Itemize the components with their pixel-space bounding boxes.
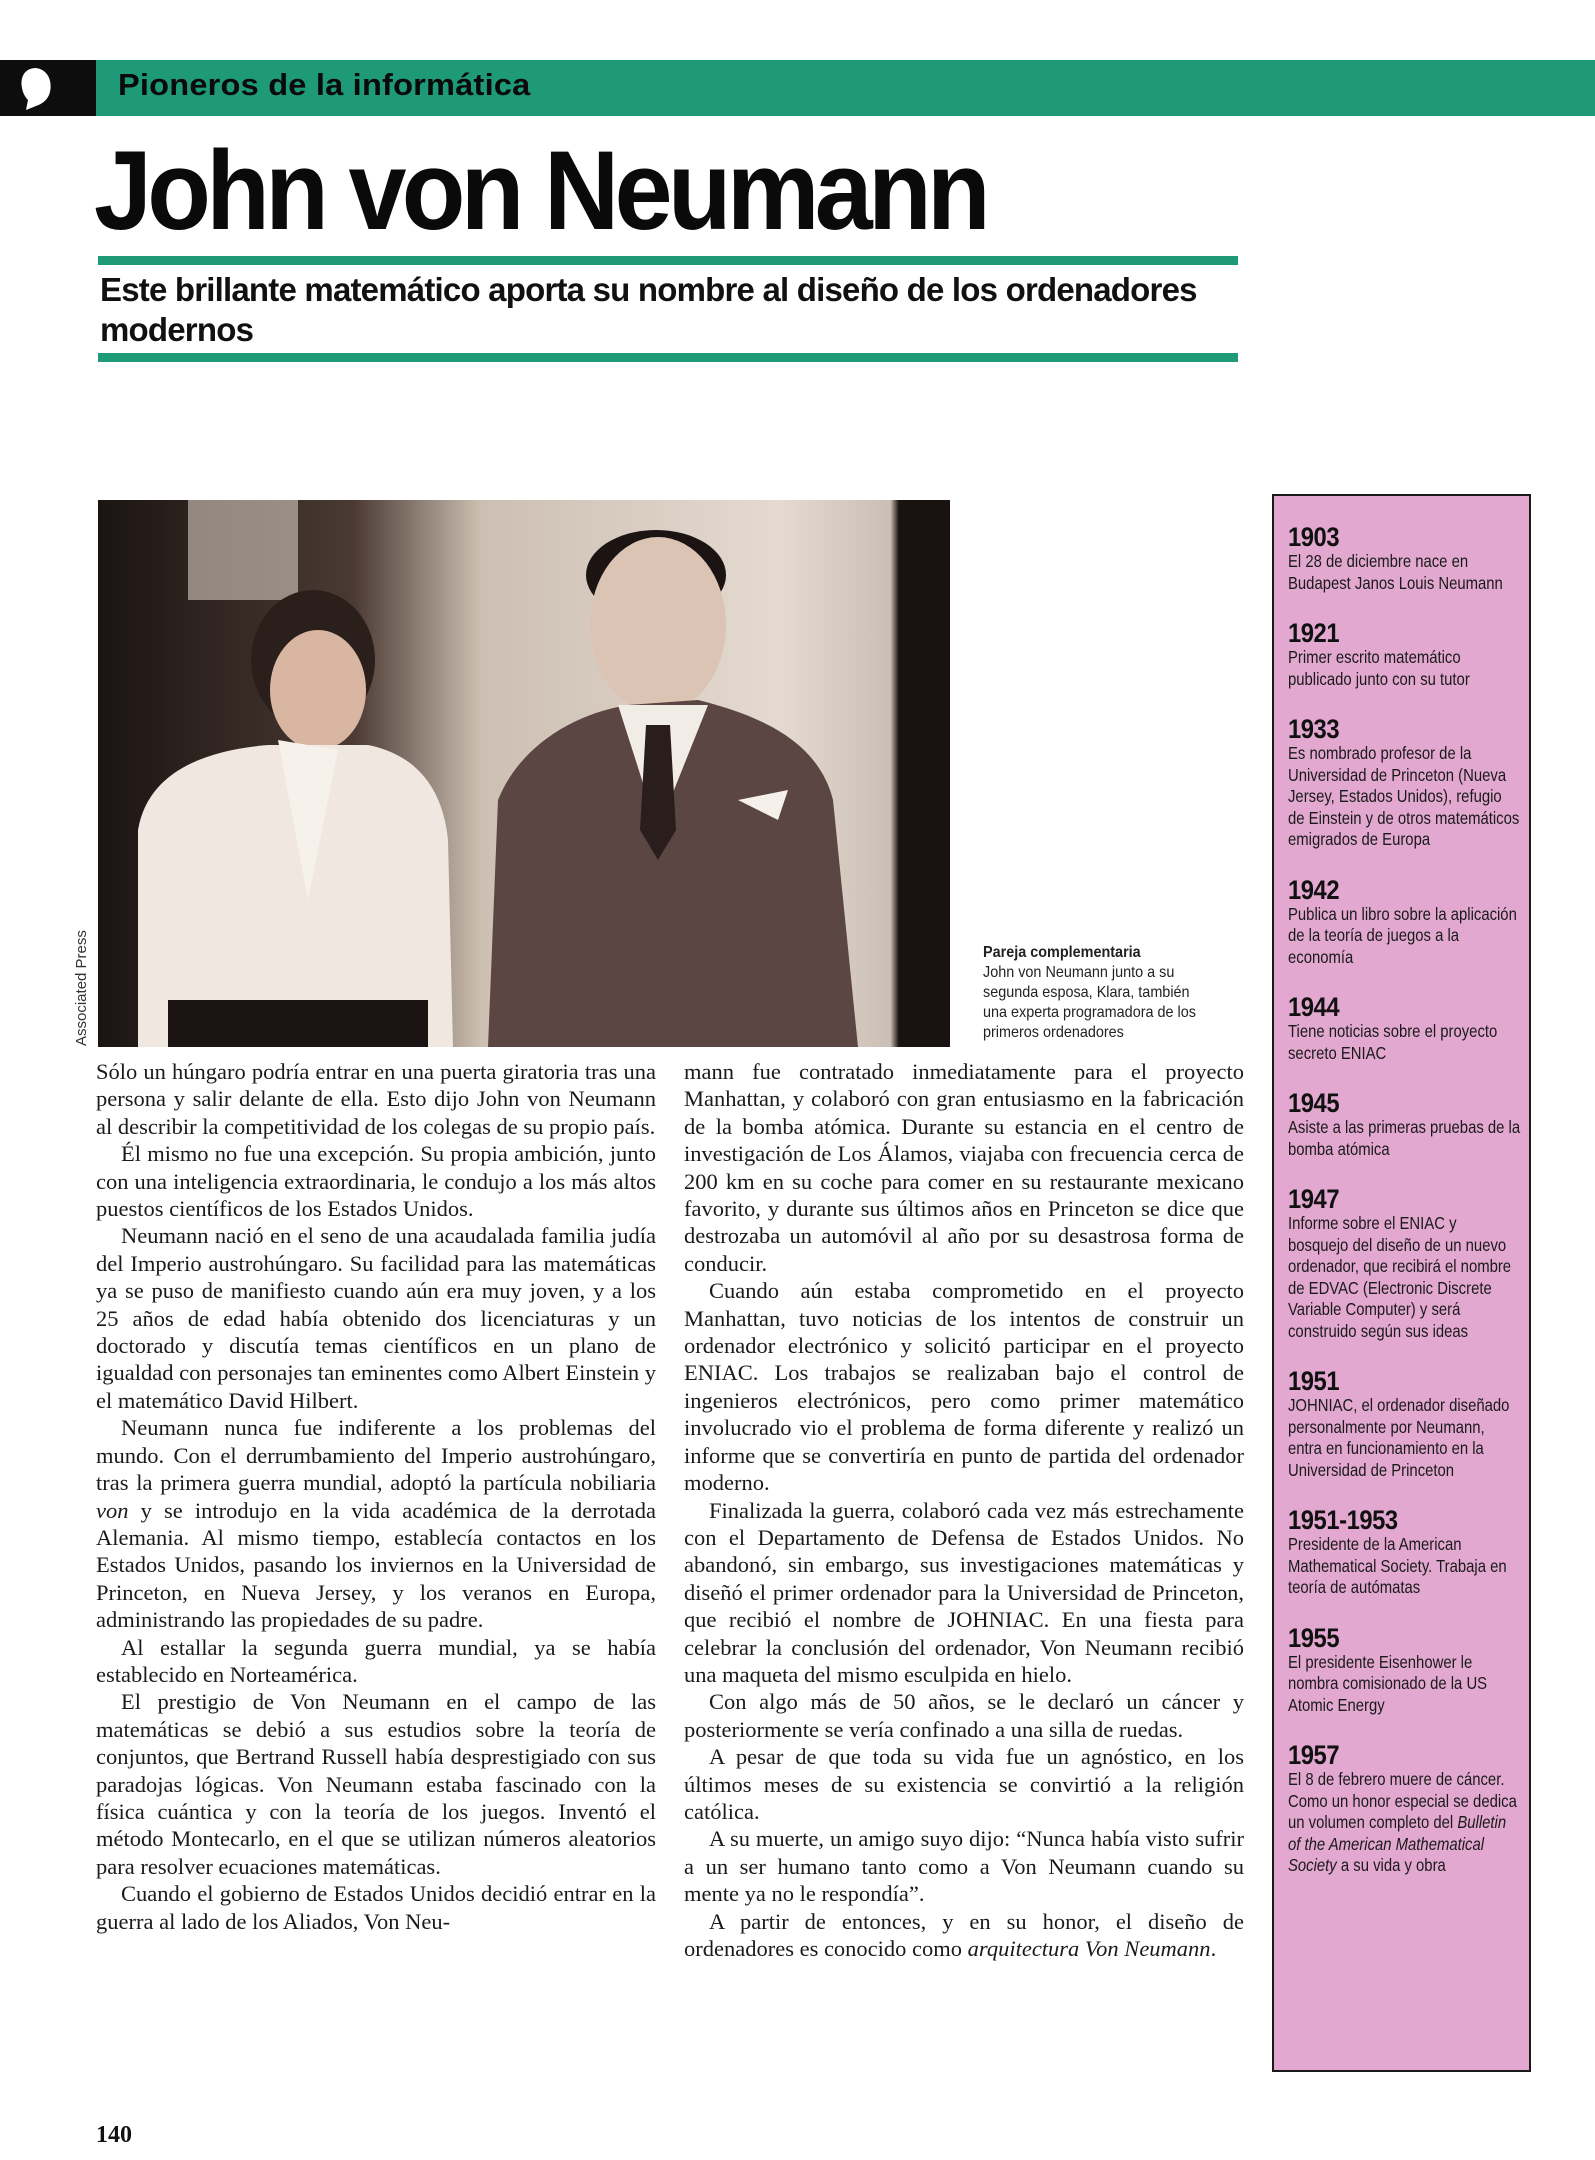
- timeline-text: Informe sobre el ENIAC y bosquejo del diseño de un nuevo ordenador, que recibirá el nombre de EDVAC (Electronic Discrete Variable Computer) y será construido según sus ideas: [1288, 1213, 1512, 1341]
- timeline-sidebar: [1272, 494, 1531, 2072]
- article-subtitle: Este brillante matemático aporta su nombre al diseño de los ordenadores modernos: [100, 271, 1197, 348]
- timeline-year: 1921: [1288, 618, 1340, 648]
- timeline-text: El 28 de diciembre nace en Budapest Janos Louis Neumann: [1288, 551, 1503, 593]
- timeline-year: 1951-1953: [1288, 1505, 1398, 1535]
- timeline-year: 1947: [1288, 1184, 1340, 1214]
- photo-credit: Associated Press: [73, 930, 90, 1046]
- timeline-year: 1957: [1288, 1740, 1340, 1770]
- timeline-text: Es nombrado profesor de la Universidad de Princeton (Nueva Jersey, Estados Unidos), refugio de Einstein y de otros matemáticos emigrados de Europa: [1288, 743, 1520, 849]
- timeline-item: [1288, 1622, 1515, 1717]
- timeline-year: 1942: [1288, 874, 1340, 905]
- paragraph: Cuando aún estaba comprometido en el proyecto Manhattan, tuvo noticias de los intentos de construir un ordenador electrónico y solicitó participar en el proyecto ENIAC. Los trabajos se realizaban bajo el control de ingenieros electrónicos, pero como primer matemático involucrado vio el problema de forma diferente y realizó un informe que se convertiría en punto de partida del ordenador moderno.: [684, 1278, 1244, 1496]
- timeline-text: Publica un libro sobre la aplicación de la teoría de juegos a la economía: [1288, 903, 1517, 967]
- timeline-text: Asiste a las primeras pruebas de la bomba atómica: [1288, 1117, 1521, 1159]
- head-profile-icon: [14, 66, 58, 112]
- timeline-item: [1288, 620, 1515, 690]
- journal-title: Bulletin of the American Mathematical Society: [1288, 1812, 1507, 1875]
- paragraph: Con algo más de 50 años, se le declaró un cáncer y posteriormente se vería confinado a una silla de ruedas.: [684, 1689, 1244, 1742]
- paragraph: Él mismo no fue una excepción. Su propia ambición, junto con una inteligencia extraordinaria, le condujo a los más altos puestos científicos de los Estados Unidos.: [96, 1141, 656, 1222]
- banner-icon-box: [0, 60, 96, 116]
- timeline-text: Primer escrito matemático publicado junto con su tutor: [1288, 647, 1470, 689]
- timeline-year: 1955: [1288, 1622, 1340, 1653]
- section-label: Pioneros de la informática: [118, 67, 531, 102]
- timeline-year: 1951: [1288, 1366, 1340, 1396]
- caption-title: Pareja complementaria: [983, 944, 1141, 961]
- article-photo: [98, 500, 950, 1047]
- paragraph: mann fue contratado inmediatamente para el proyecto Manhattan, y colaboró con gran entusiasmo en la fabricación de la bomba atómica. Durante su estancia en el centro de investigación de Los Álamos, viajaba con frecuencia cerca de 200 km en su coche para comer en su restaurante mexicano favorito, y durante sus últimos años en Princeton se dice que destrozaba un automóvil al año por su desastrosa forma de conducir.: [684, 1059, 1244, 1276]
- timeline-text: [1288, 1769, 1520, 1877]
- timeline-text: Tiene noticias sobre el proyecto secreto ENIAC: [1288, 1021, 1498, 1063]
- caption-text: John von Neumann junto a su segunda esposa, Klara, también una experta programadora de los primeros ordenadores: [983, 964, 1196, 1041]
- body-column-2: [684, 1058, 1244, 1962]
- timeline-item: [1288, 1186, 1515, 1342]
- paragraph: A su muerte, un amigo suyo dijo: “Nunca había visto sufrir a un ser humano tanto como a Von Neumann cuando su mente ya no le respondía”.: [684, 1826, 1244, 1907]
- paragraph: Neumann nunca fue indiferente a los problemas del mundo. Con el derrumbamiento del Imperio austrohúngaro, tras la primera guerra mundial, adoptó la partícula nobiliaria von y se introdujo en la vida académica de la derrotada Alemania. Al mismo tiempo, establecía contactos en los Estados Unidos, pasando los inviernos en la Universidad de Princeton, en Nueva Jersey, y los veranos en Europa, administrando las propiedades de su padre.: [96, 1415, 656, 1633]
- timeline-item: [1288, 874, 1517, 969]
- timeline-text: Presidente de la American Mathematical Society. Trabaja en teoría de autómatas: [1288, 1534, 1507, 1597]
- section-banner: [0, 60, 1595, 116]
- timeline-item: [1288, 1507, 1515, 1599]
- divider-top: [98, 256, 1238, 265]
- timeline-item: [1288, 994, 1515, 1064]
- photo-image: [98, 500, 950, 1047]
- paragraph: Sólo un húngaro podría entrar en una puerta giratoria tras una persona y salir delante de ella. Esto dijo John von Neumann al describir la competitividad de los colegas de su propio país.: [96, 1059, 656, 1139]
- timeline-year: 1903: [1288, 522, 1340, 552]
- timeline-item: [1288, 714, 1520, 851]
- timeline-text-part: El 8 de febrero muere de cáncer. Como un honor especial se dedica un volumen completo del: [1288, 1769, 1517, 1832]
- timeline-item: [1288, 1088, 1521, 1160]
- paragraph: Finalizada la guerra, colaboró cada vez más estrechamente con el Departamento de Defensa de Estados Unidos. No abandonó, sin embargo, sus investigaciones matemáticas y diseñó el primer ordenador para la Universidad de Princeton, que recibió el nombre de JOHNIAC. En una fiesta para celebrar la conclusión del ordenador, Von Neumann recibió una maqueta del mismo esculpida en hielo.: [684, 1497, 1244, 1687]
- divider-bottom: [98, 353, 1238, 362]
- paragraph: Cuando el gobierno de Estados Unidos decidió entrar en la guerra al lado de los Aliados, Von Neu-: [96, 1881, 656, 1934]
- page-title: John von Neumann: [94, 128, 987, 253]
- timeline-text-part: a su vida y obra: [1336, 1855, 1446, 1875]
- timeline-year: 1933: [1288, 714, 1340, 744]
- paragraph: Neumann nació en el seno de una acaudalada familia judía del Imperio austrohúngaro. Su facilidad para las matemáticas ya se puso de manifiesto cuando aún era muy joven, y a los 25 años de edad había obtenido dos licenciaturas y un doctorado y discutía temas científicos en un plano de igualdad con personajes tan eminentes como Albert Einstein y el matemático David Hilbert.: [96, 1223, 656, 1413]
- timeline-item: [1288, 1742, 1515, 1877]
- timeline-text: JOHNIAC, el ordenador diseñado personalmente por Neumann, entra en funcionamiento en la Universidad de Princeton: [1288, 1395, 1510, 1480]
- page-number: 140: [96, 2122, 132, 2148]
- paragraph: A pesar de que toda su vida fue un agnóstico, en los últimos meses de su existencia se convirtió a la religión católica.: [684, 1744, 1244, 1824]
- timeline-item: [1288, 524, 1515, 594]
- paragraph: Al estallar la segunda guerra mundial, ya se había establecido en Norteamérica.: [96, 1634, 656, 1687]
- timeline-text: El presidente Eisenhower le nombra comisionado de la US Atomic Energy: [1288, 1651, 1488, 1715]
- timeline-year: 1945: [1288, 1088, 1340, 1118]
- body-column-1: [96, 1058, 656, 1935]
- photo-caption: [983, 943, 1217, 1043]
- paragraph: El prestigio de Von Neumann en el campo de las matemáticas se debió a sus estudios sobre la teoría de conjuntos, que Bertrand Russell había desprestigiado con sus paradojas lógicas. Von Neumann estaba fascinado con la física cuántica y con la teoría de los juegos. Inventó el método Montecarlo, en el que se utilizan números aleatorios para resolver ecuaciones matemáticas.: [96, 1689, 656, 1879]
- paragraph: A partir de entonces, y en su honor, el diseño de ordenadores es conocido como arquitectura Von Neumann.: [684, 1908, 1244, 1961]
- timeline-year: 1944: [1288, 992, 1340, 1022]
- timeline-item: [1288, 1368, 1515, 1481]
